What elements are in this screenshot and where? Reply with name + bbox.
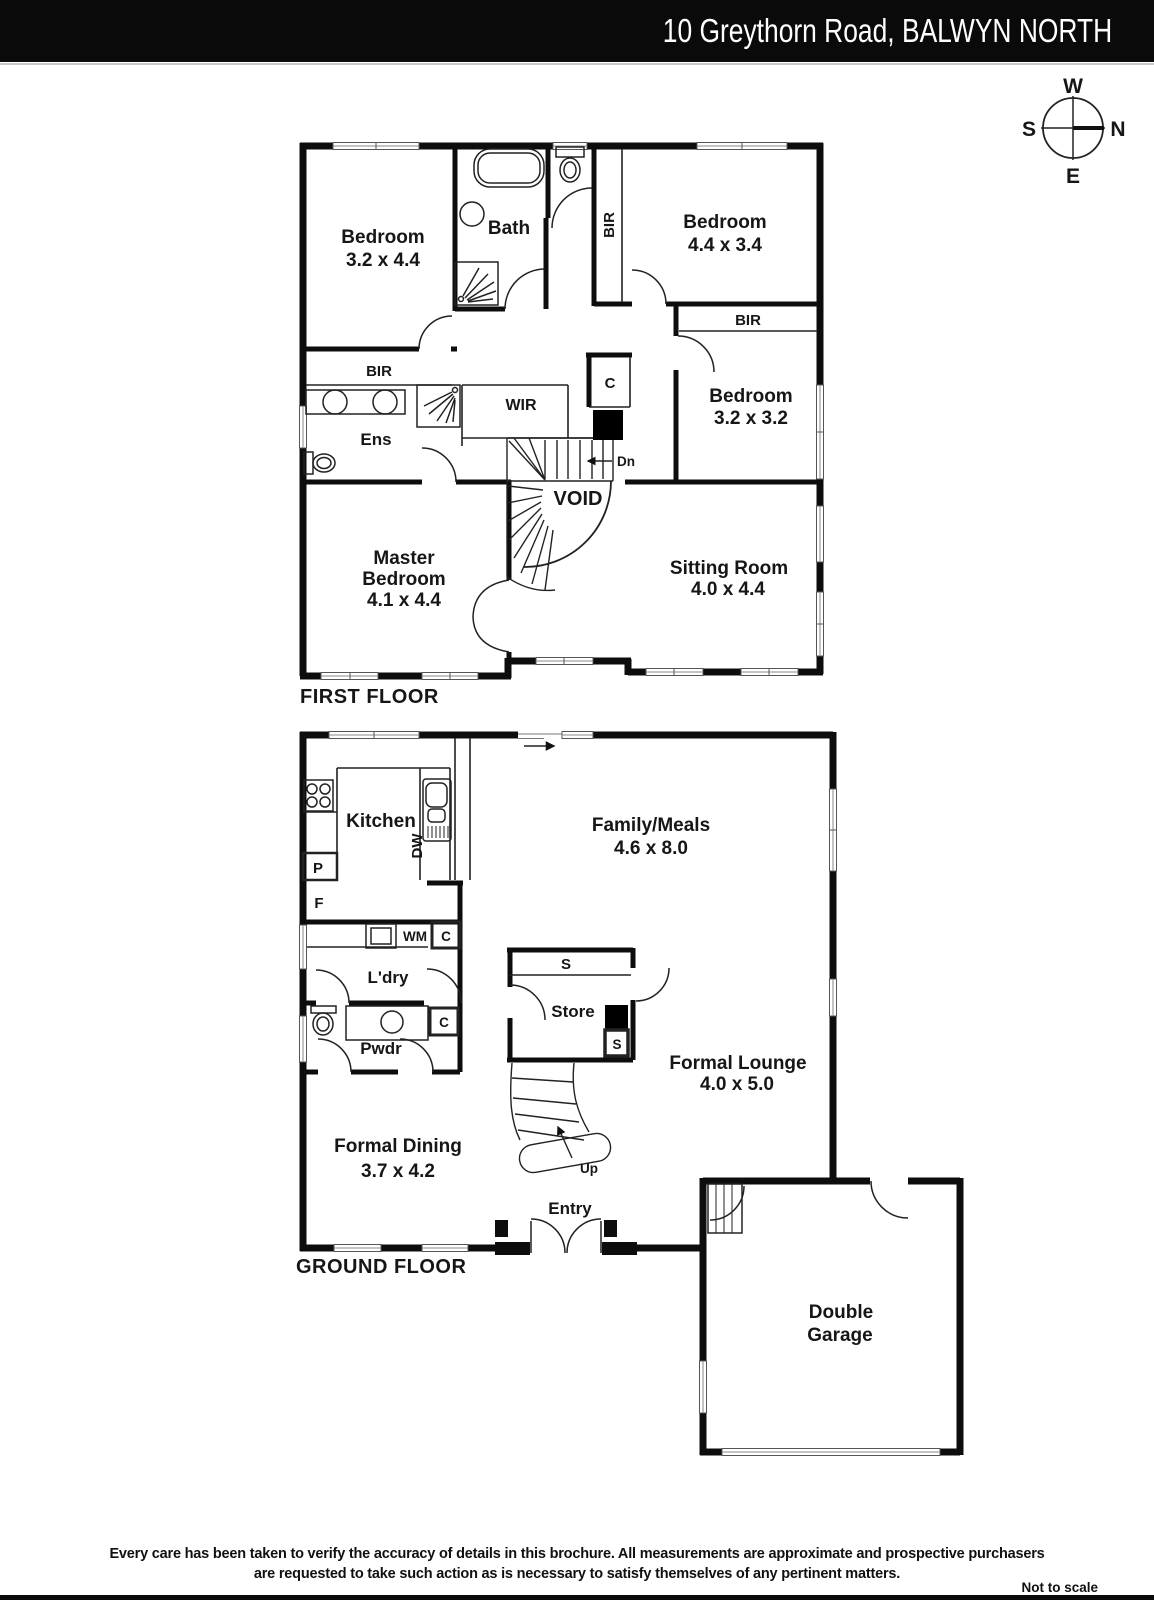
powder-vanity	[346, 1006, 428, 1040]
ground-floor-plan	[296, 731, 960, 1456]
dw-label: DW	[409, 833, 426, 859]
closet2-label: C	[439, 1015, 449, 1030]
bir-strip-label: BIR	[601, 212, 618, 238]
entry-piers	[495, 1220, 637, 1255]
bath-shower	[455, 262, 498, 305]
first-floor-plan	[300, 143, 824, 709]
master-dims: 4.1 x 4.4	[367, 590, 441, 611]
master-label-1: Master	[373, 548, 435, 569]
garage-label-1: Double	[808, 1302, 874, 1323]
sitting-dims: 4.0 x 4.4	[691, 579, 765, 600]
page-title: 10 Greythorn Road, BALWYN NORTH	[662, 12, 1113, 49]
staircase-up	[511, 1063, 613, 1175]
wc-toilet	[556, 147, 584, 182]
disclaimer-line-2: are requested to take such action as is necessary to satisfy themselves of any pertinent matters.	[253, 1566, 901, 1582]
compass-south: S	[1021, 118, 1037, 141]
sitting-label: Sitting Room	[669, 558, 789, 579]
bedroom1-label: Bedroom	[341, 227, 425, 248]
dining-label: Formal Dining	[334, 1136, 462, 1157]
lounge-label: Formal Lounge	[669, 1053, 807, 1074]
dn-label: Dn	[617, 454, 635, 469]
washing-machine	[366, 924, 396, 948]
disclaimer-line-1: Every care has been taken to verify the accuracy of details in this brochure. All measurements are approximate and prospective purchasers	[109, 1546, 1045, 1562]
dining-dims: 3.7 x 4.2	[361, 1161, 435, 1182]
staircase-down	[507, 438, 613, 590]
laundry-label: L'dry	[367, 968, 409, 987]
bedroom3-label: Bedroom	[709, 386, 793, 407]
bedroom2-label: Bedroom	[683, 212, 767, 233]
bedroom2-dims: 4.4 x 3.4	[688, 235, 762, 256]
ens-shower	[417, 385, 460, 427]
compass-rose	[1022, 75, 1126, 188]
bath-basin	[460, 202, 484, 226]
shelf2-label: S	[612, 1037, 622, 1052]
void-label: VOID	[553, 488, 603, 510]
compass-north: N	[1110, 118, 1126, 141]
shelf1-label: S	[560, 956, 572, 973]
cooktop	[304, 780, 333, 811]
compass-west: W	[1063, 75, 1083, 98]
fridge-label: F	[314, 895, 324, 912]
garage-label-2: Garage	[807, 1325, 873, 1346]
up-label: Up	[580, 1161, 598, 1176]
master-label-2: Bedroom	[362, 569, 446, 590]
garage-storage	[708, 1184, 742, 1233]
family-dims: 4.6 x 8.0	[614, 838, 688, 859]
flue-ground	[605, 1005, 628, 1030]
ground-floor-title: GROUND FLOOR	[296, 1256, 467, 1278]
powder-toilet	[311, 1006, 336, 1035]
first-floor-doors	[419, 188, 714, 652]
bath-label: Bath	[487, 218, 531, 239]
up-arrow	[558, 1127, 572, 1158]
bir-master-label: BIR	[366, 363, 392, 380]
kitchen-sink	[423, 779, 451, 841]
kitchen-label: Kitchen	[346, 811, 416, 832]
ens-vanity	[306, 390, 405, 414]
bottom-bar	[0, 1595, 1154, 1600]
lounge-dims: 4.0 x 5.0	[700, 1074, 774, 1095]
flue	[593, 410, 623, 440]
closet1-label: C	[441, 929, 451, 944]
entry-label: Entry	[548, 1199, 592, 1218]
pantry-label: P	[312, 860, 324, 877]
wir-label: WIR	[505, 397, 537, 414]
store-label: Store	[551, 1002, 595, 1021]
first-floor-title: FIRST FLOOR	[300, 686, 439, 708]
closet-label: C	[604, 375, 616, 392]
powder-label: Pwdr	[360, 1039, 402, 1058]
ground-floor-thin-lines	[303, 738, 631, 975]
ens-label: Ens	[360, 430, 392, 449]
bir-bedroom3-label: BIR	[735, 312, 761, 329]
scale-note: Not to scale	[1021, 1580, 1098, 1595]
bedroom3-dims: 3.2 x 3.2	[714, 408, 788, 429]
family-label: Family/Meals	[591, 815, 711, 836]
bedroom1-dims: 3.2 x 4.4	[346, 250, 420, 271]
compass-east: E	[1065, 165, 1081, 188]
ens-toilet	[304, 452, 335, 474]
wm-label: WM	[403, 929, 427, 944]
ground-floor-inner-walls	[303, 883, 633, 1072]
